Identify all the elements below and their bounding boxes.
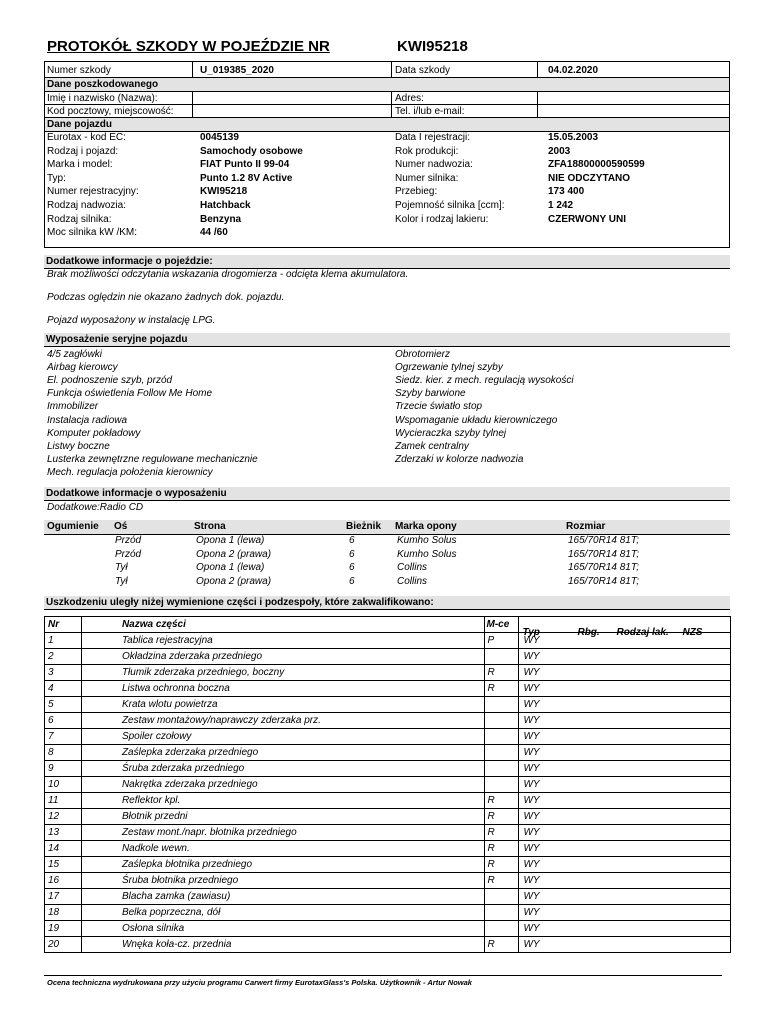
equipment-item: Trzecie światło stop <box>395 401 483 413</box>
part-type: WY <box>519 857 731 873</box>
part-name: Błotnik przedni <box>81 809 484 825</box>
claim-date-label: Data szkody <box>395 65 451 76</box>
vehicle-field-label: Typ: <box>47 172 66 184</box>
section-injured: Dane poszkodowanego <box>45 78 729 91</box>
section-extra-info: Dodatkowe informacje o pojeździe: <box>44 255 730 268</box>
injured-name-label: Imię i nazwisko (Nazwa): <box>47 93 158 104</box>
tire-side: Opona 1 (lewa) <box>196 562 265 573</box>
damage-col-group <box>519 617 731 638</box>
tire-brand: Kumho Solus <box>397 535 457 546</box>
equipment-item: Immobilizer <box>47 401 99 413</box>
injured-address-label: Adres: <box>395 93 424 104</box>
part-location: R <box>484 809 519 825</box>
vehicle-field-value: ZFA18800000590599 <box>548 159 645 171</box>
vehicle-field-value: 15.05.2003 <box>548 132 599 143</box>
injured-postal-label: Kod pocztowy, miejscowość: <box>47 106 174 117</box>
part-nr: 5 <box>45 697 82 713</box>
part-type: WY <box>519 825 731 841</box>
part-name: Wnęka koła-cz. przednia <box>81 937 484 953</box>
table-row <box>45 841 731 857</box>
part-type: WY <box>519 793 731 809</box>
table-row <box>45 729 731 745</box>
extra-info-line-2: Podczas oględzin nie okazano żadnych dok. pojazdu. <box>47 292 285 303</box>
part-type: WY <box>519 905 731 921</box>
extra-info-line-1: Brak możliwości odczytania wskazania drogomierza - odcięta klema akumulatora. <box>47 269 409 280</box>
part-name: Śruba błotnika przedniego <box>81 873 484 889</box>
vehicle-field-label: Data I rejestracji: <box>395 132 471 143</box>
table-row <box>45 761 731 777</box>
extra-equipment-line: Dodatkowe:Radio CD <box>47 502 144 513</box>
vehicle-field-value: 173 400 <box>548 186 585 198</box>
part-name: Blacha zamka (zawiasu) <box>81 889 484 905</box>
tire-brand: Collins <box>397 562 428 573</box>
part-location: R <box>484 841 519 857</box>
section-damage: Uszkodzeniu uległy niżej wymienione części i podzespoły, które zakwalifikowano: <box>44 596 730 609</box>
vehicle-field-value: NIE ODCZYTANO <box>548 172 631 184</box>
part-type: WY <box>519 761 731 777</box>
damage-col-typ: Typ <box>522 626 540 638</box>
equipment-item: Funkcja oświetlenia Follow Me Home <box>47 388 213 400</box>
part-nr: 9 <box>45 761 82 777</box>
part-nr: 16 <box>45 873 82 889</box>
part-location <box>484 889 519 905</box>
equipment-item: Mech. regulacja położenia kierownicy <box>47 466 213 478</box>
part-location <box>484 729 519 745</box>
part-type: WY <box>519 937 731 953</box>
tire-brand: Kumho Solus <box>397 548 457 560</box>
table-row <box>45 713 731 729</box>
vehicle-field-value: Hatchback <box>200 200 251 211</box>
damage-col-name: Nazwa części <box>81 617 484 633</box>
part-name: Belka poprzeczna, dół <box>81 905 484 921</box>
vehicle-field-label: Rodzaj i pojazd: <box>47 145 119 157</box>
part-nr: 10 <box>45 777 82 793</box>
part-name: Reflektor kpl. <box>81 793 484 809</box>
vehicle-field-value: 2003 <box>548 145 571 157</box>
equipment-item: 4/5 zagłówki <box>47 349 103 360</box>
equipment-item: Wycieraczka szyby tylnej <box>395 427 507 439</box>
part-location <box>484 777 519 793</box>
part-location: R <box>484 825 519 841</box>
document-title <box>47 38 468 55</box>
part-type: WY <box>519 681 731 697</box>
part-location: R <box>484 857 519 873</box>
part-nr: 18 <box>45 905 82 921</box>
part-location <box>484 921 519 937</box>
vehicle-field-label: Przebieg: <box>395 186 438 198</box>
vehicle-field-value: FIAT Punto II 99-04 <box>200 159 290 171</box>
table-row <box>45 905 731 921</box>
part-type: WY <box>519 697 731 713</box>
table-row <box>45 873 731 889</box>
part-location <box>484 905 519 921</box>
tire-tread: 6 <box>349 548 355 560</box>
tire-axle: Przód <box>115 548 142 560</box>
title-text: PROTOKÓŁ SZKODY W POJEŹDZIE NR <box>47 38 330 55</box>
tires-col-rozmiar: Rozmiar <box>566 521 606 532</box>
vehicle-field-label: Kolor i rodzaj lakieru: <box>395 213 489 225</box>
part-location <box>484 649 519 665</box>
table-row <box>45 697 731 713</box>
tire-tread: 6 <box>349 575 355 587</box>
vehicle-field-label: Numer nadwozia: <box>395 159 473 171</box>
part-name: Listwa ochronna boczna <box>81 681 484 697</box>
vehicle-field-label: Numer rejestracyjny: <box>47 186 139 198</box>
part-name: Zaślepka błotnika przedniego <box>81 857 484 873</box>
claim-number-value: U_019385_2020 <box>200 65 274 76</box>
part-nr: 6 <box>45 713 82 729</box>
vehicle-field-value: 44 /60 <box>200 227 228 239</box>
tire-size: 165/70R14 81T; <box>568 548 639 560</box>
tire-size: 165/70R14 81T; <box>568 535 639 546</box>
part-nr: 8 <box>45 745 82 761</box>
part-type: WY <box>519 889 731 905</box>
equipment-item: Komputer pokładowy <box>47 427 141 439</box>
part-nr: 20 <box>45 937 82 953</box>
table-row <box>45 889 731 905</box>
part-type: WY <box>519 745 731 761</box>
part-location: R <box>484 873 519 889</box>
equipment-item: Instalacja radiowa <box>47 414 128 426</box>
vehicle-field-label: Numer silnika: <box>395 172 459 184</box>
vehicle-field-value: Punto 1.2 8V Active <box>200 172 293 184</box>
damage-col-rodzaj: Rodzaj lak. <box>616 626 669 638</box>
tires-header <box>44 520 730 534</box>
part-name: Zestaw mont./napr. błotnika przedniego <box>81 825 484 841</box>
part-nr: 15 <box>45 857 82 873</box>
part-name: Osłona silnika <box>81 921 484 937</box>
table-row <box>45 745 731 761</box>
part-location <box>484 745 519 761</box>
vehicle-field-label: Eurotax - kod EC: <box>47 132 126 143</box>
vehicle-field-label: Moc silnika kW /KM: <box>47 227 138 239</box>
section-extra-equipment: Dodatkowe informacje o wyposażeniu <box>44 487 730 500</box>
part-type: WY <box>519 921 731 937</box>
vehicle-field-value: KWI95218 <box>200 186 248 198</box>
equipment-item: El. podnoszenie szyb, przód <box>47 375 173 387</box>
tire-size: 165/70R14 81T; <box>568 562 639 573</box>
table-row <box>45 777 731 793</box>
table-row <box>45 665 731 681</box>
part-type: WY <box>519 713 731 729</box>
tire-brand: Collins <box>397 575 428 587</box>
part-name: Spoiler czołowy <box>81 729 484 745</box>
title-number: KWI95218 <box>397 38 468 55</box>
part-type: WY <box>519 809 731 825</box>
tire-side: Opona 2 (prawa) <box>196 575 272 587</box>
tires-col-strona: Strona <box>194 521 226 532</box>
damage-col-nzs: NZS <box>682 626 703 638</box>
table-row <box>45 857 731 873</box>
part-nr: 1 <box>45 633 82 649</box>
part-name: Zaślepka zderzaka przedniego <box>81 745 484 761</box>
table-row <box>45 921 731 937</box>
part-nr: 17 <box>45 889 82 905</box>
equipment-item: Lusterka zewnętrzne regulowane mechanicznie <box>47 453 258 465</box>
table-row <box>45 793 731 809</box>
part-type: WY <box>519 777 731 793</box>
tires-col-bieznik: Bieżnik <box>346 521 382 532</box>
tires-col-marka: Marka opony <box>395 521 457 532</box>
equipment-item: Zderzaki w kolorze nadwozia <box>395 453 524 465</box>
table-row <box>45 937 731 953</box>
tire-axle: Przód <box>115 535 142 546</box>
vehicle-field-value: Samochody osobowe <box>200 145 303 157</box>
part-nr: 4 <box>45 681 82 697</box>
equipment-item: Ogrzewanie tylnej szyby <box>395 362 503 374</box>
part-location: R <box>484 793 519 809</box>
part-type: WY <box>519 633 731 649</box>
part-type: WY <box>519 665 731 681</box>
part-name: Zestaw montażowy/naprawczy zderzaka prz. <box>81 713 484 729</box>
part-name: Tłumik zderzaka przedniego, boczny <box>81 665 484 681</box>
equipment-item: Airbag kierowcy <box>47 362 118 374</box>
table-row <box>45 649 731 665</box>
vehicle-field-value: 0045139 <box>200 132 239 143</box>
equipment-item: Wspomaganie układu kierowniczego <box>395 414 558 426</box>
equipment-item: Szyby barwione <box>395 388 466 400</box>
part-nr: 12 <box>45 809 82 825</box>
part-name: Tablica rejestracyjna <box>81 633 484 649</box>
part-type: WY <box>519 649 731 665</box>
tire-size: 165/70R14 81T; <box>568 575 639 587</box>
tire-axle: Tył <box>115 562 128 573</box>
equipment-item: Obrotomierz <box>395 349 451 360</box>
equipment-item: Siedz. kier. z mech. regulacją wysokości <box>395 375 574 387</box>
part-nr: 14 <box>45 841 82 857</box>
part-location: R <box>484 665 519 681</box>
footer-note: Ocena techniczna wydrukowana przy użyciu programu Carwert firmy EurotaxGlass's Polska. Użytkownik - Artur Nowak <box>47 978 472 987</box>
damage-col-nr: Nr <box>45 617 82 633</box>
vehicle-field-value: Benzyna <box>200 213 242 225</box>
part-nr: 7 <box>45 729 82 745</box>
part-name: Krata wlotu powietrza <box>81 697 484 713</box>
tires-col-ogumienie: Ogumienie <box>47 521 99 532</box>
vehicle-field-label: Rok produkcji: <box>395 145 459 157</box>
tire-side: Opona 2 (prawa) <box>196 548 272 560</box>
claim-date-value: 04.02.2020 <box>548 65 599 76</box>
part-name: Okładzina zderzaka przedniego <box>81 649 484 665</box>
equipment-item: Zamek centralny <box>395 440 469 452</box>
part-location <box>484 713 519 729</box>
part-nr: 2 <box>45 649 82 665</box>
damage-table <box>44 616 731 953</box>
section-equipment: Wyposażenie seryjne pojazdu <box>44 333 730 346</box>
part-nr: 19 <box>45 921 82 937</box>
tire-axle: Tył <box>115 575 128 587</box>
tires-col-os: Oś <box>114 521 128 532</box>
part-name: Nadkole wewn. <box>81 841 484 857</box>
part-location: P <box>484 633 519 649</box>
part-type: WY <box>519 873 731 889</box>
extra-info-line-3: Pojazd wyposażony w instalację LPG. <box>47 315 216 326</box>
claim-number-label: Numer szkody <box>47 65 111 76</box>
table-row <box>45 681 731 697</box>
part-type: WY <box>519 729 731 745</box>
damage-header-row <box>45 617 731 633</box>
part-location: R <box>484 937 519 953</box>
tire-side: Opona 1 (lewa) <box>196 535 265 546</box>
vehicle-field-label: Rodzaj silnika: <box>47 213 112 225</box>
part-nr: 3 <box>45 665 82 681</box>
tire-tread: 6 <box>349 535 355 546</box>
damage-col-rbg: Rbg. <box>577 626 600 638</box>
vehicle-field-label: Pojemność silnika [ccm]: <box>395 200 505 211</box>
table-row <box>45 809 731 825</box>
part-location <box>484 761 519 777</box>
section-vehicle: Dane pojazdu <box>45 118 729 131</box>
damage-col-mce: M-ce <box>484 617 519 633</box>
vehicle-field-value: 1 242 <box>548 200 574 211</box>
part-name: Śruba zderzaka przedniego <box>81 761 484 777</box>
tire-tread: 6 <box>349 562 355 573</box>
vehicle-field-label: Marka i model: <box>47 159 113 171</box>
part-nr: 13 <box>45 825 82 841</box>
injured-tel-label: Tel. i/lub e-mail: <box>395 106 465 117</box>
part-location <box>484 697 519 713</box>
table-row <box>45 825 731 841</box>
part-location: R <box>484 681 519 697</box>
vehicle-field-label: Rodzaj nadwozia: <box>47 200 126 211</box>
part-type: WY <box>519 841 731 857</box>
part-name: Nakrętka zderzaka przedniego <box>81 777 484 793</box>
vehicle-field-value: CZERWONY UNI <box>548 213 626 225</box>
part-nr: 11 <box>45 793 82 809</box>
equipment-item: Listwy boczne <box>47 440 110 452</box>
